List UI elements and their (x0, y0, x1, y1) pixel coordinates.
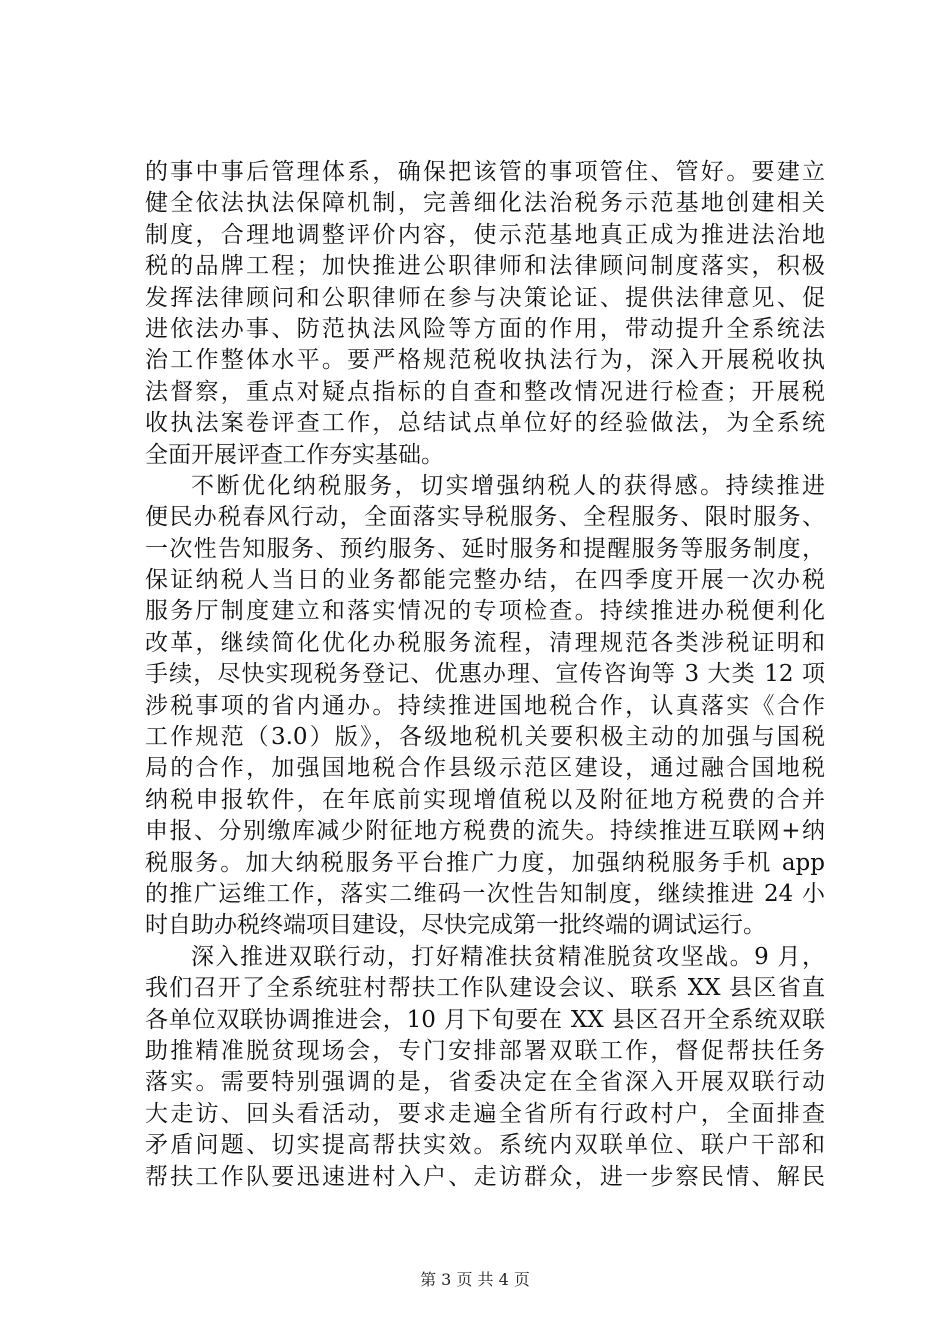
text-line: 收执法案卷评查工作，总结试点单位好的经验做法，为全系统 (145, 410, 825, 437)
text-line: 助推精准脱贫现场会，专门安排部署双联工作，督促帮扶任务 (145, 1037, 825, 1064)
text-line: 时自助办税终端项目建设，尽快完成第一批终端的调试运行。 (145, 912, 766, 939)
text-line: 的事中事后管理体系，确保把该管的事项管住、管好。要建立 (145, 159, 825, 185)
text-line: 税的品牌工程；加快推进公职律师和法律顾问制度落实，积极 (145, 253, 825, 280)
text-line: 便民办税春风行动，全面落实导税服务、全程服务、限时服务、 (145, 504, 825, 531)
page-footer: 第 3 页 共 4 页 (420, 1270, 530, 1289)
text-line: 改革，继续简化优化办税服务流程，清理规范各类涉税证明和 (145, 629, 825, 656)
text-line: 发挥法律顾问和公职律师在参与决策论证、提供法律意见、促 (145, 284, 825, 311)
text-line: 税服务。加大纳税服务平台推广力度，加强纳税服务手机 app (145, 849, 825, 876)
text-line: 申报、分别缴库减少附征地方税费的流失。持续推进互联网+纳 (145, 818, 825, 845)
text-line: 的推广运维工作，落实二维码一次性告知制度，继续推进 24 小 (145, 880, 825, 907)
text-line: 矛盾问题、切实提高帮扶实效。系统内双联单位、联户干部和 (145, 1132, 825, 1159)
text-line: 涉税事项的省内通办。持续推进国地税合作，认真落实《合作 (145, 692, 825, 719)
text-line: 一次性告知服务、预约服务、延时服务和提醒服务等服务制度， (145, 535, 825, 562)
body-text (145, 157, 825, 1193)
text-line: 制度，合理地调整评价内容，使示范基地真正成为推进法治地 (145, 221, 825, 248)
text-line: 健全依法执法保障机制，完善细化法治税务示范基地创建相关 (145, 190, 825, 217)
text-line: 法督察，重点对疑点指标的自查和整改情况进行检查；开展税 (145, 378, 825, 405)
text-line: 服务厅制度建立和落实情况的专项检查。持续推进办税便利化 (145, 598, 825, 625)
text-line: 深入推进双联行动，打好精准扶贫精准脱贫攻坚战。9 月， (191, 943, 825, 970)
text-line: 手续，尽快实现税务登记、优惠办理、宣传咨询等 3 大类 12 项 (145, 661, 825, 688)
text-line: 进依法办事、防范执法风险等方面的作用，带动提升全系统法 (145, 315, 825, 342)
text-line: 纳税申报软件，在年底前实现增值税以及附征地方税费的合并 (145, 786, 825, 813)
text-line: 我们召开了全系统驻村帮扶工作队建设会议、联系 XX 县区省直 (145, 975, 825, 1002)
text-line: 落实。需要特别强调的是，省委决定在全省深入开展双联行动 (145, 1069, 825, 1096)
text-line: 大走访、回头看活动，要求走遍全省所有行政村户，全面排查 (145, 1100, 825, 1127)
text-line: 全面开展评查工作夯实基础。 (145, 441, 444, 468)
text-line: 保证纳税人当日的业务都能完整办结，在四季度开展一次办税 (145, 567, 825, 594)
text-line: 各单位双联协调推进会，10 月下旬要在 XX 县区召开全系统双联 (145, 1006, 825, 1033)
text-line: 不断优化纳税服务，切实增强纳税人的获得感。持续推进 (191, 472, 825, 499)
text-line: 局的合作，加强国地税合作县级示范区建设，通过融合国地税 (145, 755, 825, 782)
text-line: 治工作整体水平。要严格规范税收执法行为，深入开展税收执 (145, 347, 825, 374)
text-line: 帮扶工作队要迅速进村入户、走访群众，进一步察民情、解民 (145, 1163, 825, 1190)
text-line: 工作规范（3.0）版》，各级地税机关要积极主动的加强与国税 (145, 724, 825, 751)
